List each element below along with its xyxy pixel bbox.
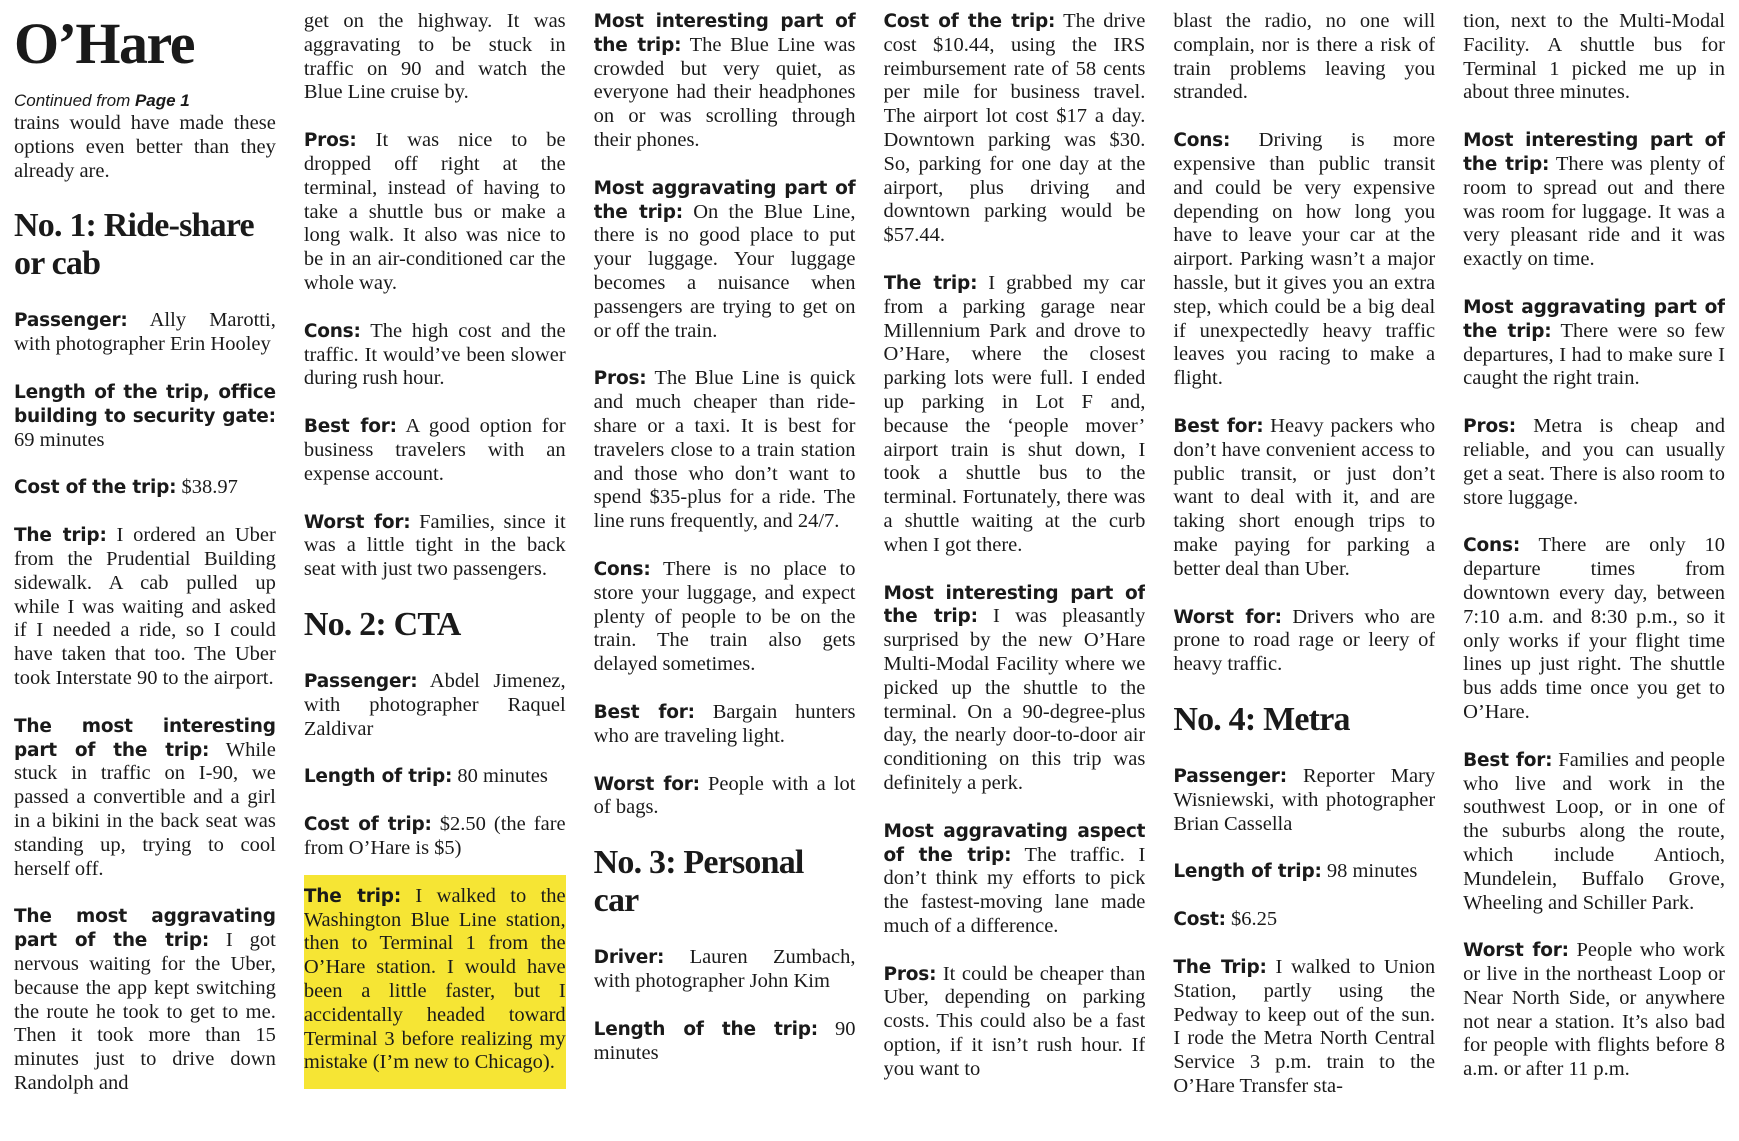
section-heading-cta: No. 2: CTA <box>303 605 461 643</box>
paragraph: The most aggravating part of the trip: I got nervous waiting for the Uber, because the app kept switching the route he took to get to me. Then it took more than 15 minutes just to drive down Randolph and <box>14 906 276 1094</box>
paragraph: Passenger: Reporter Mary Wisniewski, with photographer Brian Cassella <box>1173 764 1436 835</box>
paragraph: Cons: There are only 10 departure times from downtown every day, between 7:10 a.m. and 8:30 p.m., so it only works if your flight time lines up just right. The shuttle bus adds time once you get to O’Hare. <box>1463 534 1725 723</box>
highlighted-passage <box>304 875 566 1089</box>
column-5 <box>1173 10 1435 1141</box>
intro-paragraph: trains would have made these options even better than they already are. <box>14 112 276 182</box>
paragraph: Most interesting part of the trip: There was plenty of room to spread out and there was room for luggage. It was a very pleasant ride and it was exactly on time. <box>1463 130 1725 271</box>
paragraph: Best for: Bargain hunters who are traveling light. <box>593 700 856 747</box>
paragraph: Best for: Families and people who live and work in the southwest Loop, or in one of the suburbs along the route, which include Antioch, Mundelein, Buffalo Grove, Wheeling and Schiller Park. <box>1463 748 1725 914</box>
column-1 <box>14 10 276 1141</box>
column-3 <box>594 10 856 1141</box>
section-heading-metra: No. 4: Metra <box>1173 700 1350 738</box>
paragraph: Most aggravating aspect of the trip: The traffic. I don’t think my efforts to pick the fastest-moving lane made much of a difference. <box>883 820 1146 937</box>
paragraph: Pros: Metra is cheap and reliable, and you can usually get a seat. There is also room to store luggage. <box>1463 415 1725 509</box>
section-heading-personal-car: No. 3: Personal car <box>593 844 804 920</box>
paragraph: Length of trip: 98 minutes <box>1173 860 1418 883</box>
paragraph: Pros: It could be cheaper than Uber, depending on parking costs. This could also be a fast option, if it isn’t rush hour. If you want to <box>883 962 1146 1080</box>
paragraph: Worst for: People with a lot of bags. <box>593 772 856 819</box>
section-heading-rideshare: No. 1: Ride-share or cab <box>14 207 254 283</box>
paragraph: Cost of trip: $2.50 (the fare from O’Hare is $5) <box>303 813 566 859</box>
paragraph: Cost of the trip: The drive cost $10.44, using the IRS reimbursement rate of 58 cents per mile for business travel. The airport lot cost $17 a day. Downtown parking was $30. So, parking for one day at the airport, plus driving and downtown parking would be $57.44. <box>883 10 1146 247</box>
paragraph: The Trip: I walked to Union Station, partly using the Pedway to keep out of the sun. I rode the Metra North Central Service 3 p.m. train to the O’Hare Transfer sta- <box>1173 955 1436 1097</box>
paragraph: blast the radio, no one will complain, nor is there a risk of train problems leaving you stranded. <box>1173 10 1436 104</box>
column-2 <box>304 10 566 1141</box>
paragraph: Most interesting part of the trip: The Blue Line was crowded but very quiet, as everyone had their headphones on or was scrolling through their phones. <box>593 11 856 151</box>
paragraph: Cost of the trip: $38.97 <box>14 476 238 499</box>
column-4 <box>884 10 1146 1141</box>
continued-line: Continued from Page 1 <box>14 91 190 110</box>
paragraph: Worst for: Drivers who are prone to road rage or leery of heavy traffic. <box>1173 605 1436 676</box>
paragraph: Length of the trip: 90 minutes <box>593 1017 856 1064</box>
paragraph: Passenger: Abdel Jimenez, with photographer Raquel Zaldivar <box>303 669 566 740</box>
paragraph: Most aggravating part of the trip: On the Blue Line, there is no good place to put your luggage. Your luggage becomes a nuisance when passengers are trying to get on or off the train. <box>593 177 856 342</box>
paragraph: Passenger: Ally Marotti, with photographer Erin Hooley <box>14 309 276 356</box>
paragraph: get on the highway. It was aggravating to be stuck in traffic on 90 and watch the Blue Line cruise by. <box>303 10 566 104</box>
paragraph: Worst for: People who work or live in the northeast Loop or Near North Side, or anywhere not near a station. It’s also bad for people with flights before 8 a.m. or after 11 p.m. <box>1463 939 1725 1081</box>
paragraph: Driver: Lauren Zumbach, with photographer John Kim <box>593 946 856 992</box>
paragraph: The trip: I walked to the Washington Blue Line station, then to Terminal 1 from the O’Hare station. I would have been a little faster, but I accidentally headed toward Terminal 3 before realizing my mistake (I’m new to Chicago). <box>303 884 566 1074</box>
paragraph: Cons: The high cost and the traffic. It would’ve been slower during rush hour. <box>303 319 566 390</box>
masthead: O’Hare <box>14 11 194 76</box>
paragraph: Best for: A good option for business travelers with an expense account. <box>303 415 566 485</box>
paragraph: The trip: I grabbed my car from a parking garage near Millennium Park and drove to O’Hare, where the closest parking lots were full. I ended up parking in Lot F and, because the ‘people mover’ airport train is shut down, I took a shuttle bus to the terminal. Fortunately, there was a shuttle waiting at the curb when I got there. <box>883 271 1146 556</box>
paragraph: The trip: I ordered an Uber from the Prudential Building sidewalk. A cab pulled up while I was waiting and asked if I needed a ride, so I could have taken that too. The Uber took Interstate 90 to the airport. <box>14 524 276 689</box>
paragraph: Length of the trip, office building to security gate: 69 minutes <box>14 381 276 451</box>
paragraph: Most aggravating part of the trip: There were so few departures, I had to make sure I caught the right train. <box>1463 296 1725 390</box>
paragraph: Cost: $6.25 <box>1173 908 1278 931</box>
paragraph: The most interesting part of the trip: While stuck in traffic on I-90, we passed a convertible and a girl in a bikini in the back seat was standing up, trying to cool herself off. <box>14 715 276 880</box>
column-6 <box>1463 10 1725 1141</box>
paragraph: Pros: It was nice to be dropped off right at the terminal, instead of having to take a shuttle bus or make a long walk. It also was nice to be in an air-conditioned car the whole way. <box>303 129 566 294</box>
paragraph: Length of trip: 80 minutes <box>303 765 548 788</box>
paragraph: tion, next to the Multi-Modal Facility. A shuttle bus for Terminal 1 picked me up in about three minutes. <box>1463 10 1725 104</box>
paragraph: Worst for: Families, since it was a little tight in the back seat with just two passengers. <box>303 510 566 581</box>
paragraph: Cons: Driving is more expensive than public transit and could be very expensive depending on how long you have to leave your car at the airport. Parking wasn’t a major hassle, but it gives you an extra step, which could be a big deal if unexpectedly heavy traffic leaves you racing to make a flight. <box>1173 129 1436 390</box>
paragraph: Pros: The Blue Line is quick and much cheaper than ride-share or a taxi. It is best for travelers close to a train station and those who don’t want to spend $35-plus for a ride. The line runs frequently, and 24/7. <box>593 367 856 533</box>
paragraph: Cons: There is no place to store your luggage, and expect plenty of people to be on the train. The train also gets delayed sometimes. <box>593 557 856 676</box>
paragraph: Best for: Heavy packers who don’t have convenient access to public transit, or just don’t want to deal with it, and are taking short enough trips to make paying for parking a better deal than Uber. <box>1173 414 1436 580</box>
paragraph: Most interesting part of the trip: I was pleasantly surprised by the new O’Hare Multi-Modal Facility where we picked up the shuttle to the terminal. On a 90-degree-plus day, the nearly door-to-door air conditioning on this trip was definitely a perk. <box>883 582 1146 794</box>
